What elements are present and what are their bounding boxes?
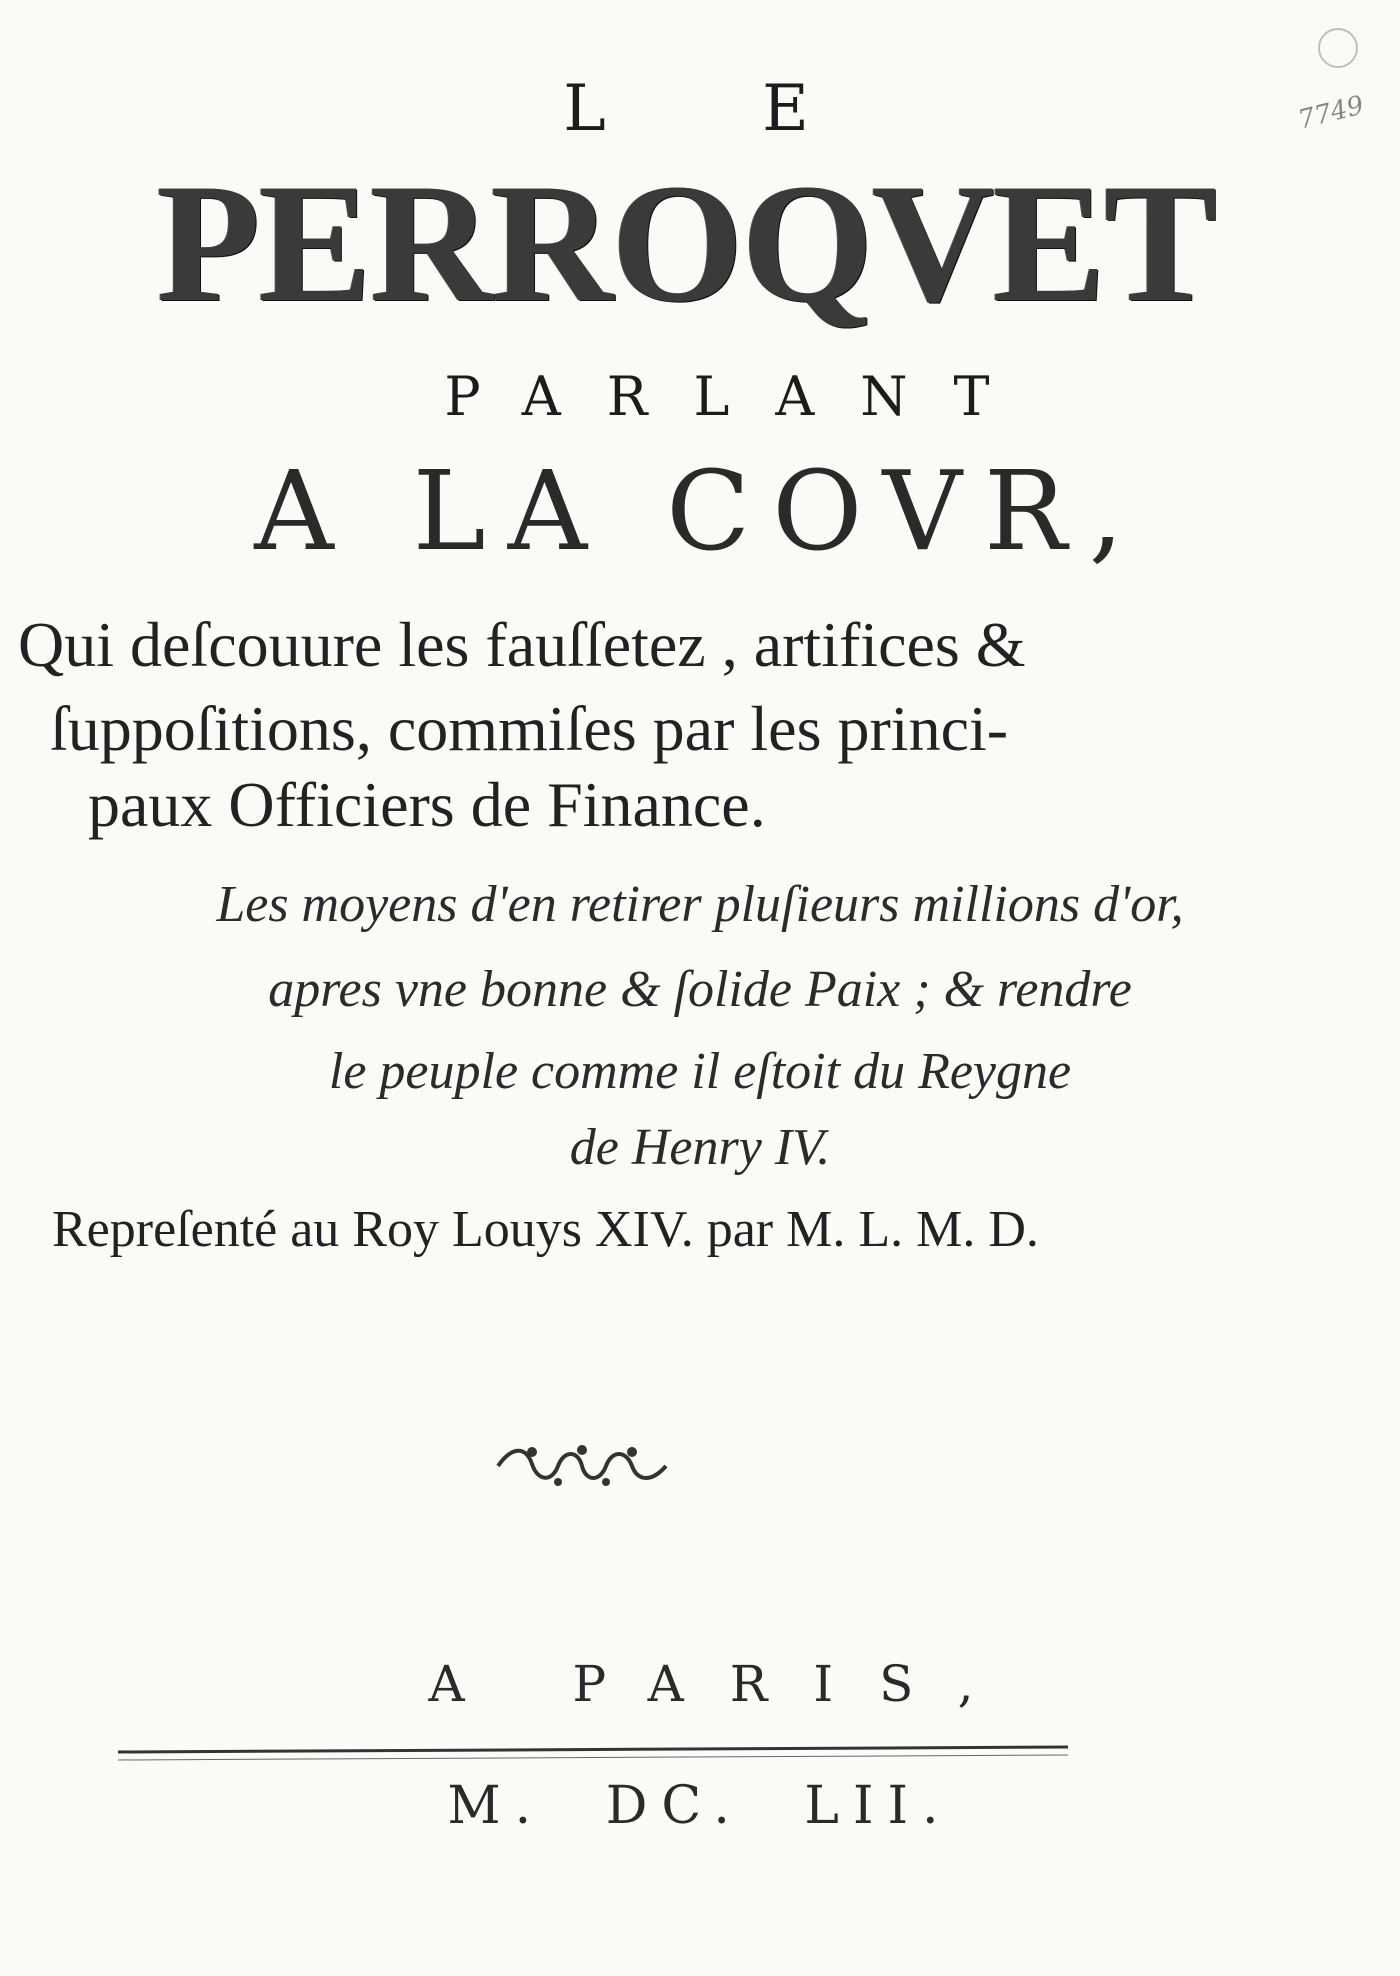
- ornament-icon: [492, 1436, 672, 1496]
- subtitle-line-2: ſuppoſitions, commiſes par les princi-: [50, 693, 1009, 764]
- title-main: PERROQVET: [156, 149, 1216, 337]
- subtitle-line-3: paux Officiers de Finance.: [88, 769, 766, 840]
- italic-line-1: Les moyens d'en retirer pluſieurs millions d'or,: [216, 876, 1184, 933]
- title-parlant: PARLANT: [444, 365, 1036, 428]
- italic-line-4: de Henry IV.: [569, 1119, 831, 1176]
- imprint-date: M. DC. LII.: [447, 1776, 953, 1836]
- imprint-city: A PARIS,: [428, 1655, 1020, 1713]
- library-stamp: [1318, 28, 1358, 68]
- subtitle-line-1: Qui deſcouure les fauſſetez , artifices &: [18, 609, 1026, 680]
- title-article: L E: [563, 72, 877, 146]
- italic-line-2: apres vne bonne & ſolide Paix ; & rendre: [268, 961, 1132, 1018]
- imprint-rule: [118, 1746, 1068, 1761]
- title-a-la-covr: A LA COVR,: [254, 447, 1146, 575]
- italic-line-3: le peuple comme il eſtoit du Reygne: [328, 1043, 1072, 1100]
- shelfmark: 7749: [1295, 90, 1367, 136]
- presented-line: Repreſenté au Roy Louys XIV. par M. L. M. D.: [52, 1201, 1039, 1258]
